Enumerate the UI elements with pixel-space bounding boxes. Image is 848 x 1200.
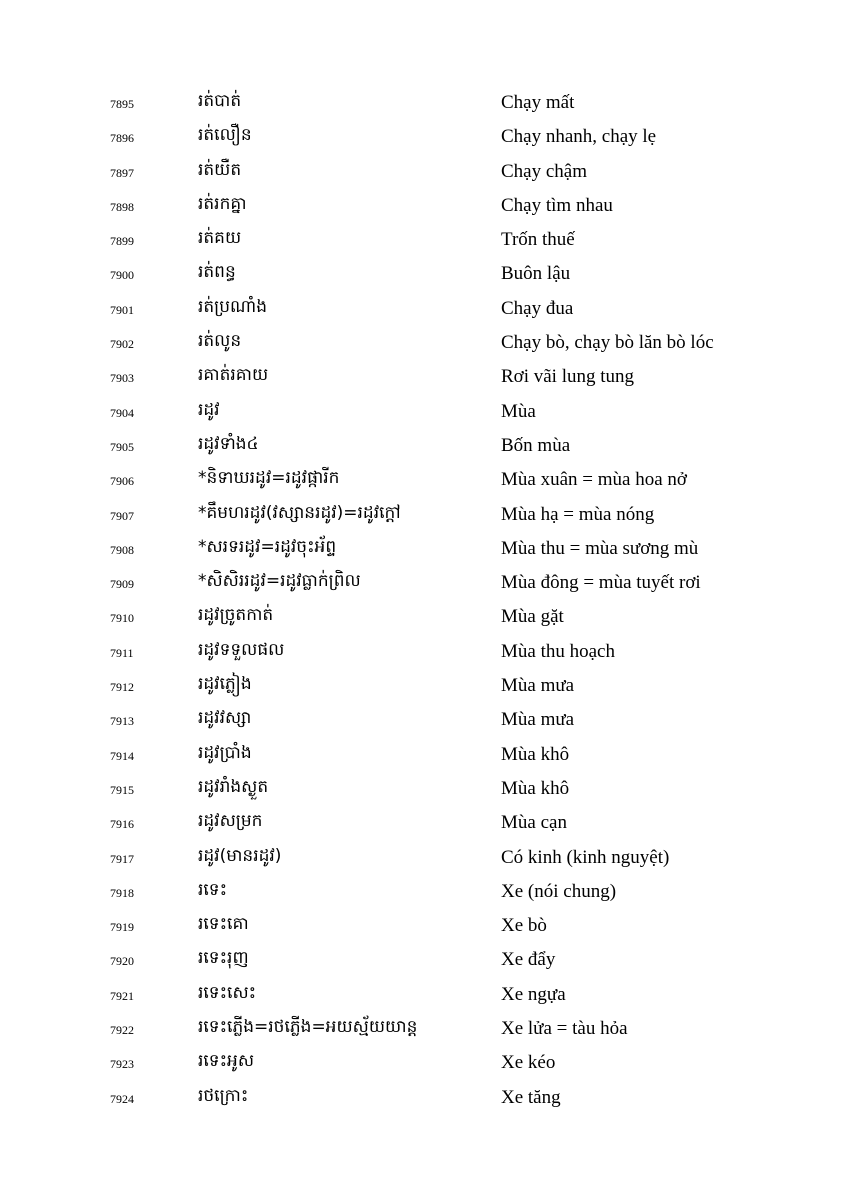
khmer-term: រថក្រោះ — [198, 1085, 249, 1106]
vietnamese-translation: Mùa mưa — [501, 675, 575, 697]
khmer-term: *សរទរដូវ=រដូវចុះអ័ព្ទ — [198, 536, 337, 557]
vietnamese-translation: Có kinh (kinh nguyệt) — [501, 846, 670, 868]
entry-number: 7919 — [110, 920, 134, 935]
entry-number: 7923 — [110, 1057, 134, 1072]
khmer-term: រត់លូន — [198, 331, 242, 352]
vietnamese-translation: Mùa khô — [501, 743, 570, 765]
entry-row — [0, 943, 848, 977]
vietnamese-translation: Xe đẩy — [501, 949, 556, 971]
entry-row — [0, 189, 848, 223]
entry-row — [0, 978, 848, 1012]
entry-row — [0, 463, 848, 497]
entry-row — [0, 772, 848, 806]
entry-row — [0, 360, 848, 394]
vietnamese-translation: Mùa — [501, 400, 536, 422]
vietnamese-translation: Chạy tìm nhau — [501, 194, 613, 216]
khmer-term: រដូវវស្សា — [198, 708, 252, 729]
entry-number: 7903 — [110, 371, 134, 386]
entry-row — [0, 566, 848, 600]
khmer-term: រត់គយ — [198, 228, 242, 249]
khmer-term: រដូវ — [198, 399, 220, 420]
khmer-term: រទេះសេះ — [198, 982, 257, 1003]
khmer-term: រទេះភ្លើង=រថភ្លើង=អយស្ម័យយាន្ត — [198, 1017, 418, 1038]
vietnamese-translation: Chạy đua — [501, 297, 574, 319]
entry-number: 7896 — [110, 131, 134, 146]
entry-number: 7911 — [110, 645, 134, 660]
entry-row — [0, 635, 848, 669]
vietnamese-translation: Mùa khô — [501, 777, 570, 799]
entry-row — [0, 86, 848, 120]
vietnamese-translation: Chạy chậm — [501, 160, 588, 182]
khmer-term: រដូវប្រាំង — [198, 742, 252, 763]
khmer-term: រដូវភ្លៀង — [198, 674, 252, 695]
entry-number: 7915 — [110, 782, 134, 797]
entry-number: 7898 — [110, 199, 134, 214]
entry-row — [0, 1081, 848, 1115]
vietnamese-translation: Xe kéo — [501, 1052, 556, 1074]
entry-number: 7914 — [110, 748, 134, 763]
entry-number: 7902 — [110, 337, 134, 352]
khmer-term: រទេះរុញ — [198, 948, 249, 969]
entry-number: 7918 — [110, 885, 134, 900]
vietnamese-translation: Mùa hạ = mùa nóng — [501, 503, 655, 525]
entry-number: 7922 — [110, 1023, 134, 1038]
vietnamese-translation: Buôn lậu — [501, 263, 571, 285]
khmer-term: រដូវ(មានរដូវ) — [198, 845, 282, 866]
entry-row — [0, 875, 848, 909]
khmer-term: *សិសិររដូវ=រដូវធ្លាក់ព្រិល — [198, 571, 361, 592]
vietnamese-translation: Mùa thu hoạch — [501, 640, 615, 662]
entry-row — [0, 223, 848, 257]
vietnamese-translation: Xe tăng — [501, 1086, 561, 1108]
khmer-term: រដូវរាំងស្ងួត — [198, 776, 269, 797]
entry-number: 7906 — [110, 474, 134, 489]
entry-number: 7921 — [110, 988, 134, 1003]
entry-row — [0, 1012, 848, 1046]
vietnamese-translation: Xe lửa = tàu hỏa — [501, 1018, 628, 1040]
khmer-term: រទេះ — [198, 879, 228, 900]
khmer-term: រដូវច្រូតកាត់ — [198, 605, 274, 626]
entry-number: 7913 — [110, 714, 134, 729]
khmer-term: រត់រកគ្នា — [198, 193, 247, 214]
entry-number: 7924 — [110, 1091, 134, 1106]
entry-row — [0, 326, 848, 360]
entry-row — [0, 292, 848, 326]
vietnamese-translation: Mùa xuân = mùa hoa nở — [501, 469, 687, 491]
khmer-term: រដូវទាំង៤ — [198, 433, 259, 454]
entry-list — [0, 86, 848, 1115]
vietnamese-translation: Bốn mùa — [501, 434, 571, 456]
entry-row — [0, 600, 848, 634]
khmer-term: *និទាឃរដូវ=រដូវផ្ការីក — [198, 468, 340, 489]
vietnamese-translation: Xe (nói chung) — [501, 880, 617, 902]
entry-number: 7899 — [110, 234, 134, 249]
entry-number: 7904 — [110, 405, 134, 420]
vietnamese-translation: Mùa mưa — [501, 709, 575, 731]
entry-number: 7916 — [110, 817, 134, 832]
entry-number: 7909 — [110, 577, 134, 592]
entry-number: 7910 — [110, 611, 134, 626]
entry-number: 7920 — [110, 954, 134, 969]
entry-number: 7912 — [110, 680, 134, 695]
entry-row — [0, 806, 848, 840]
khmer-term: រទេះគោ — [198, 914, 249, 935]
entry-row — [0, 1046, 848, 1080]
entry-number: 7917 — [110, 851, 134, 866]
entry-row — [0, 155, 848, 189]
khmer-term: រត់លឿន — [198, 125, 252, 146]
entry-number: 7895 — [110, 97, 134, 111]
entry-number: 7901 — [110, 302, 134, 317]
entry-number: 7907 — [110, 508, 134, 523]
vietnamese-translation: Trốn thuế — [501, 229, 575, 251]
vietnamese-translation: Xe bò — [501, 915, 547, 937]
khmer-term: *គឹមហរដូវ(វស្សានរដូវ)=រដូវក្ដៅ — [198, 502, 401, 523]
vietnamese-translation: Xe ngựa — [501, 983, 566, 1005]
entry-number: 7905 — [110, 439, 134, 454]
khmer-term: រត់ប្រណាំង — [198, 296, 267, 317]
khmer-term: រគាត់រគាយ — [198, 365, 269, 386]
entry-row — [0, 738, 848, 772]
entry-row — [0, 703, 848, 737]
entry-row — [0, 532, 848, 566]
khmer-term: រត់ពន្ធ — [198, 262, 236, 283]
entry-row — [0, 909, 848, 943]
entry-row — [0, 120, 848, 154]
entry-number: 7908 — [110, 542, 134, 557]
entry-number: 7897 — [110, 165, 134, 180]
entry-row — [0, 669, 848, 703]
entry-number: 7900 — [110, 268, 134, 283]
entry-row — [0, 429, 848, 463]
khmer-term: រទេះអូស — [198, 1051, 255, 1072]
vietnamese-translation: Mùa gặt — [501, 606, 564, 628]
vietnamese-translation: Chạy bò, chạy bò lăn bò lóc — [501, 332, 714, 354]
khmer-term: រត់យឺត — [198, 159, 242, 180]
khmer-term: រត់បាត់ — [198, 91, 242, 111]
vietnamese-translation: Mùa thu = mùa sương mù — [501, 537, 699, 559]
khmer-term: រដូវទទួលផល — [198, 639, 285, 660]
vietnamese-translation: Chạy nhanh, chạy lẹ — [501, 126, 657, 148]
entry-row — [0, 395, 848, 429]
vietnamese-translation: Mùa đông = mùa tuyết rơi — [501, 572, 701, 594]
entry-row — [0, 498, 848, 532]
vietnamese-translation: Rơi vãi lung tung — [501, 366, 635, 388]
vietnamese-translation: Chạy mất — [501, 92, 575, 113]
entry-row — [0, 841, 848, 875]
vietnamese-translation: Mùa cạn — [501, 812, 567, 834]
khmer-term: រដូវសម្រក — [198, 811, 263, 832]
entry-row — [0, 257, 848, 291]
